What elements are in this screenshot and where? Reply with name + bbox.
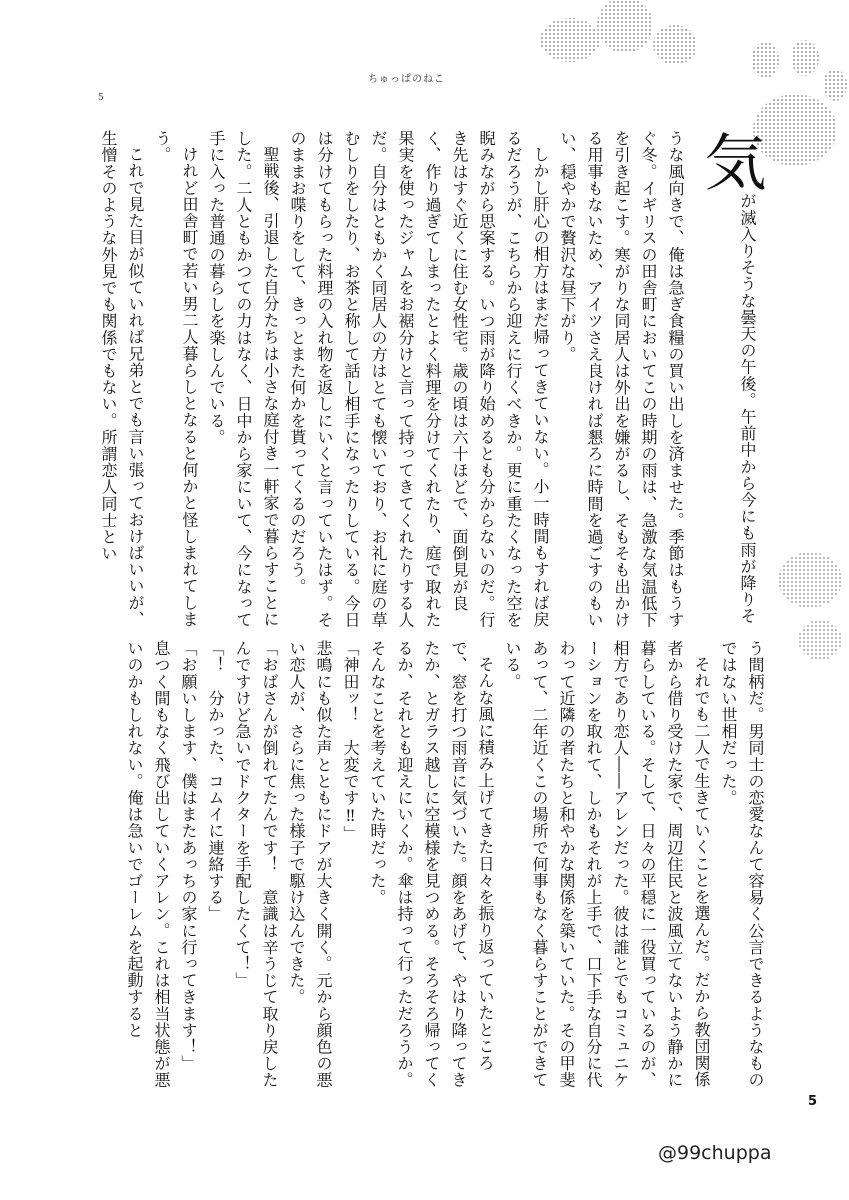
story-paragraph: 悲鳴にも似た声とともにドアが大きく開く。元から顔色の悪い恋人が、さらに焦った様子で駆け込んできた。 [287, 640, 333, 1089]
story-paragraph: これで見た目が似ていれば兄弟とでも言い張っておけばいいが、生憎そのような外見でも関係でもない。所謂恋人同士とい [99, 130, 145, 628]
story-text: が滅入りそうな曇天の午後。午前中から今にも雨が降りそうな風向きで、俺は急ぎ食糧の買い出しを済ませた。季節はもうすぐ冬。イギリスの田舎町においてこの時期の雨は、急激な気温低下を引き起こす。寒がりな同居人は外出を嫌がるし、そもそも出かける用事もないため、アイツさえ良ければ懇ろに時間を過ごすのもいい、穏やかで贅沢な昼下がり。 [558, 130, 757, 628]
paw-print-icon [500, 0, 700, 90]
dialogue-line: 「神田ッ！ 大変です‼」 [341, 640, 360, 843]
story-upper-block [61, 130, 767, 630]
story-lower-block [69, 640, 769, 1092]
story-paragraph [554, 130, 767, 630]
header-title: ちゅっぱのねこ [368, 74, 445, 85]
dialogue-line: 「！ 分かった、コムイに連絡する」 [206, 640, 225, 923]
story-paragraph: う間柄だ。男同士の恋愛なんて容易く公言できるようなものではない世相だった。 [719, 640, 765, 1089]
author-credit: @99chuppa [658, 1142, 772, 1164]
dialogue-line: 「お願いします、僕はまたあっちの家に行ってきます！」 [179, 640, 198, 1072]
story-paragraph: それでも二人で生きていくことを選んだ。だから教団関係者から借り受けた家で、周辺住民と波風立てないよう静かに暮らしている。そして、日々の平穏に一役買っているのが、相方であり恋人――アレンだった。彼は誰とでもコミュニケーションを取れて、しかもそれが上手で、口下手な自分に代わって近隣の者たちと和やかな関係を築いていた。その甲斐あって、二年近くこの場所で何事もなく暮らすことができている。 [503, 640, 711, 1089]
dialogue-line: 「おばさんが倒れてたんです！ 意識は辛うじて取り戻したんですけど急いでドクターを手配したくて！」 [233, 640, 279, 1089]
story-paragraph: そんな風に積み上げてきた日々を振り返っていたところで、窓を打つ雨音に気づいた。顔をあげて、やはり降ってきたか、とガラス越しに空模様を見つめる。そろそろ帰ってくるか、それとも迎えにいくか。傘は持って行っただろうか。そんなことを考えていた時だった。 [368, 640, 495, 1089]
story-paragraph: 聖戦後、引退した自分たちは小さな庭付き一軒家で暮らすことにした。二人ともかつての力はなく、日中から家にいて、今になって手に入った普通の暮らしを楽しんでいる。 [207, 130, 280, 628]
story-paragraph: けれど田舎町で若い男二人暮らしとなると何かと怪しまれてしまう。 [153, 130, 199, 628]
story-paragraph: 息つく間もなく飛び出していくアレン。これは相当状態が悪いのかもしれない。俺は急いでゴーレムを起動すると [125, 640, 171, 1089]
header-section-number: 5 [98, 93, 104, 103]
dropcap: 気 [694, 130, 767, 193]
story-paragraph: しかし肝心の相方はまだ帰ってきていない。小一時間もすれば戻るだろうが、こちらから迎えに行くべきか。更に重たくなった空を睨みながら思案する。いつ雨が降り始めるとも分からないのだ。行き先はすぐ近くに住む女性宅。歳の頃は六十ほどで、面倒見が良く、作り過ぎてしまったとよく料理を分けてくれたり、庭で取れた果実を使ったジャムをお裾分けと言って持ってきてくれたりする人だ。自分はともかく同居人の方はとても懐いており、お礼に庭の草むしりをしたり、お茶と称して話し相手になったりしている。今日は分けてもらった料理の入れ物を返しにいくと言っていたはず。そのままお喋りをして、きっとまた何かを貰ってくるのだろう。 [288, 130, 550, 628]
page-number: 5 [808, 1094, 818, 1109]
